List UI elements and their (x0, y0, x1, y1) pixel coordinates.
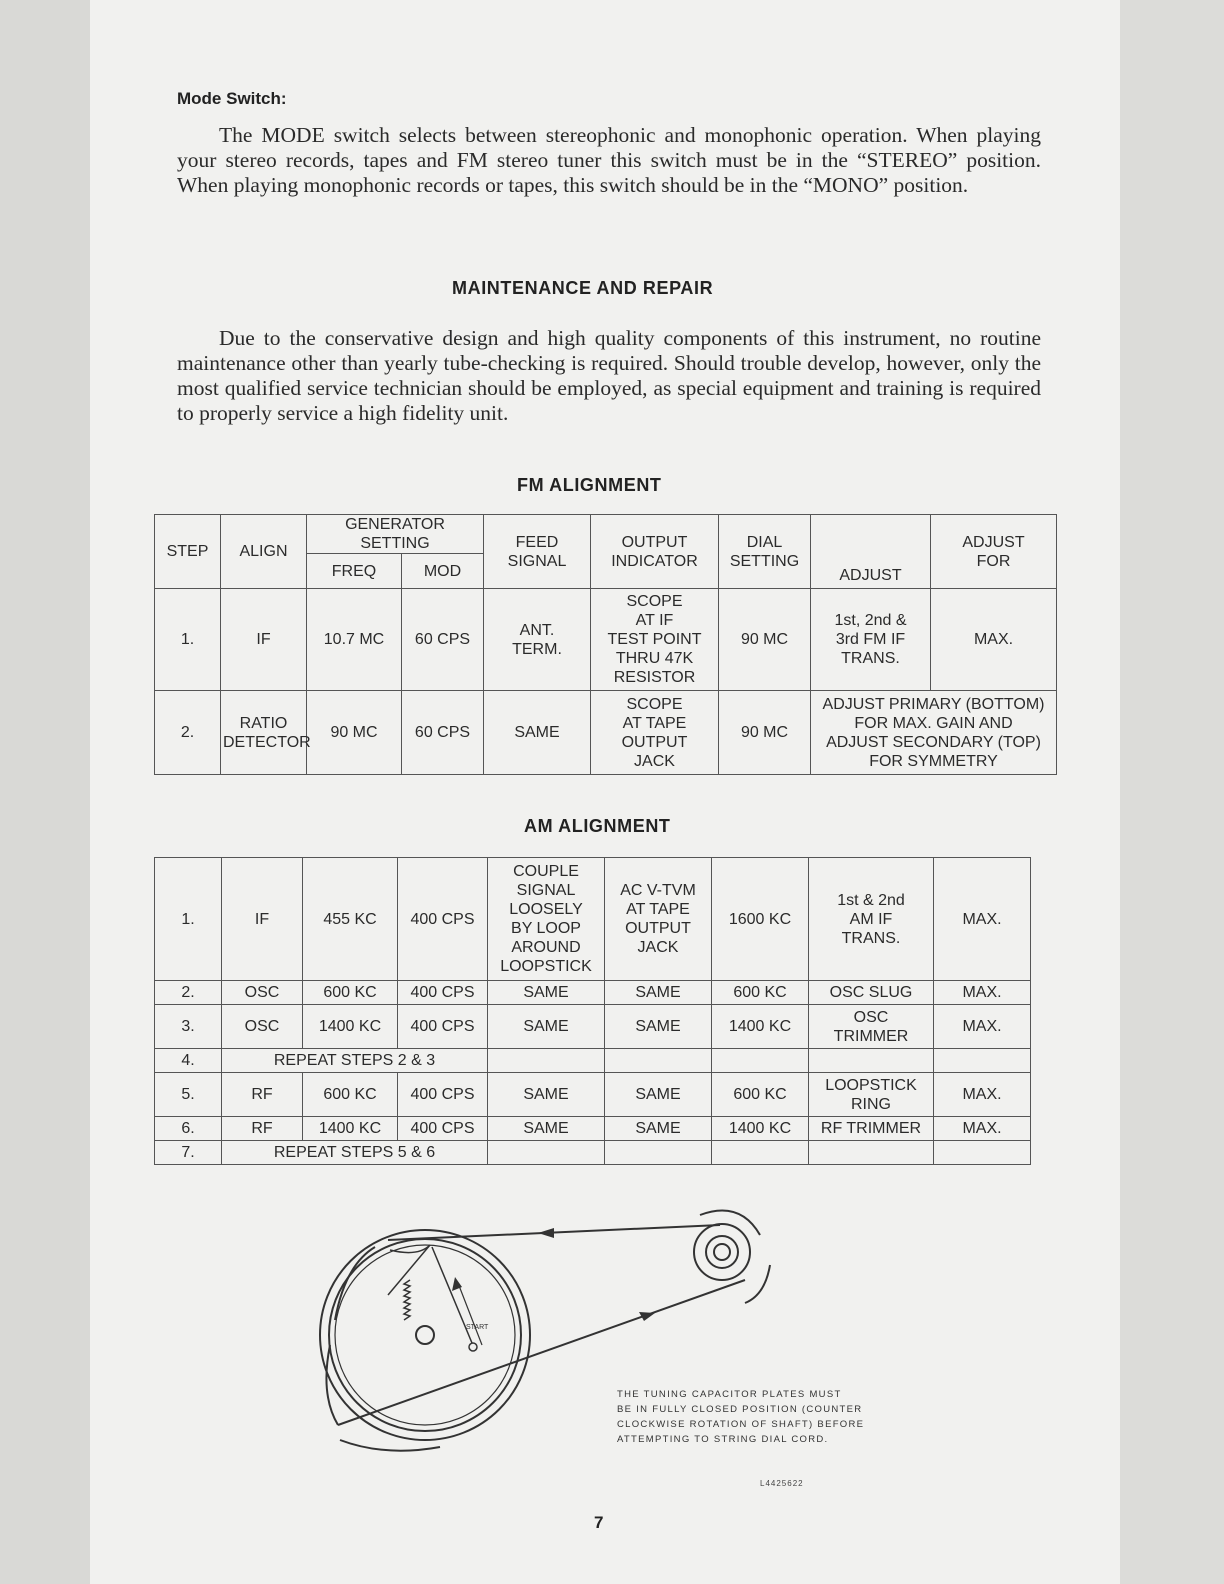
am-cell-freq: 600 KC (303, 981, 398, 1005)
fm-cell-output: SCOPE AT IF TEST POINT THRU 47K RESISTOR (591, 589, 719, 691)
fm-cell-adjust-for: MAX. (931, 589, 1057, 691)
tension-spring (404, 1280, 410, 1320)
am-cell-adjust-for: MAX. (934, 1117, 1031, 1141)
am-alignment-title: AM ALIGNMENT (524, 816, 671, 836)
fm-header-align: ALIGN (221, 515, 307, 589)
start-arrow (458, 1283, 482, 1345)
drawing-code: L4425622 (760, 1479, 804, 1488)
am-cell-adjust: RF TRIMMER (809, 1117, 934, 1141)
page-number: 7 (594, 1513, 604, 1532)
am-cell-repeat: REPEAT STEPS 5 & 6 (222, 1141, 488, 1165)
table-row (155, 691, 1057, 775)
am-cell-step: 7. (155, 1141, 222, 1165)
am-alignment-table (154, 857, 1031, 1165)
am-cell-mod: 400 CPS (398, 981, 488, 1005)
fm-header-adjust: ADJUST (811, 515, 931, 589)
fm-cell-dial: 90 MC (719, 691, 811, 775)
mode-switch-paragraph: The MODE switch selects between stereophonic and monophonic operation. When playing your stereo records, tapes and FM stereo tuner this switch must be in the “STEREO” position. When playing monophonic records or tapes, this switch should be in the “MONO” position. (177, 123, 1041, 197)
table-row (155, 1073, 1031, 1117)
am-cell-align: RF (222, 1073, 303, 1117)
fm-alignment-title: FM ALIGNMENT (517, 475, 662, 495)
am-cell-dial: 1400 KC (712, 1005, 809, 1049)
fm-cell-step: 2. (155, 691, 221, 775)
table-row (155, 858, 1031, 981)
fm-header-mod: MOD (402, 554, 484, 589)
start-label: START (466, 1324, 489, 1331)
am-cell-mod: 400 CPS (398, 1005, 488, 1049)
fm-cell-feed: ANT. TERM. (484, 589, 591, 691)
am-cell-mod: 400 CPS (398, 858, 488, 981)
am-cell-freq: 455 KC (303, 858, 398, 981)
am-cell-dial: 600 KC (712, 1073, 809, 1117)
am-cell-adjust: 1st & 2nd AM IF TRANS. (809, 858, 934, 981)
am-cell-output: SAME (605, 1005, 712, 1049)
table-row (155, 1049, 1031, 1073)
table-row (155, 1141, 1031, 1165)
am-cell-dial: 1400 KC (712, 1117, 809, 1141)
fm-header-dial-setting: DIAL SETTING (719, 515, 811, 589)
am-cell-step: 5. (155, 1073, 222, 1117)
drum-hub (416, 1326, 434, 1344)
am-cell-freq: 1400 KC (303, 1005, 398, 1049)
pulley-rotation-arrow-2 (745, 1265, 770, 1303)
am-cell-step: 3. (155, 1005, 222, 1049)
tuning-drum-inner (335, 1245, 515, 1425)
am-cell-feed: SAME (488, 1117, 605, 1141)
cord-direction-arrow-top (538, 1228, 554, 1238)
am-cell-step: 1. (155, 858, 222, 981)
am-cell-align: RF (222, 1117, 303, 1141)
am-cell-align: OSC (222, 1005, 303, 1049)
fm-cell-mod: 60 CPS (402, 691, 484, 775)
fm-cell-adjust: 1st, 2nd & 3rd FM IF TRANS. (811, 589, 931, 691)
am-cell-adjust: LOOPSTICK RING (809, 1073, 934, 1117)
fm-cell-mod: 60 CPS (402, 589, 484, 691)
shaft-pulley-outer (694, 1224, 750, 1280)
am-cell-feed: SAME (488, 981, 605, 1005)
am-cell-output: AC V-TVM AT TAPE OUTPUT JACK (605, 858, 712, 981)
drum-rotation-arrow-bottom (340, 1440, 440, 1451)
fm-header-generator-setting: GENERATOR SETTING (307, 515, 484, 554)
am-cell-output: SAME (605, 981, 712, 1005)
fm-cell-dial: 90 MC (719, 589, 811, 691)
page-right-shadow (1118, 0, 1224, 1584)
fm-cell-freq: 90 MC (307, 691, 402, 775)
tuning-drum-ring (329, 1239, 521, 1431)
am-cell-freq: 600 KC (303, 1073, 398, 1117)
am-cell-dial: 1600 KC (712, 858, 809, 981)
fm-cell-align: IF (221, 589, 307, 691)
shaft-pulley-inner (714, 1244, 730, 1260)
fm-header-freq: FREQ (307, 554, 402, 589)
cord-anchor (469, 1343, 477, 1351)
fm-header-feed-signal: FEED SIGNAL (484, 515, 591, 589)
am-cell-freq: 1400 KC (303, 1117, 398, 1141)
am-cell-adjust-for: MAX. (934, 981, 1031, 1005)
am-cell-align: IF (222, 858, 303, 981)
am-cell-dial: 600 KC (712, 981, 809, 1005)
maintenance-paragraph: Due to the conservative design and high quality components of this instrument, no routine maintenance other than yearly tube-checking is required. Should trouble develop, however, only the most qualified service technician should be employed, as special equipment and training is required to properly service a high fidelity unit. (177, 326, 1041, 425)
am-cell-adjust: OSC TRIMMER (809, 1005, 934, 1049)
fm-cell-output: SCOPE AT TAPE OUTPUT JACK (591, 691, 719, 775)
am-cell-align: OSC (222, 981, 303, 1005)
maintenance-heading: MAINTENANCE AND REPAIR (452, 278, 714, 298)
fm-header-output-indicator: OUTPUT INDICATOR (591, 515, 719, 589)
fm-cell-step: 1. (155, 589, 221, 691)
fm-header-adjust-for: ADJUST FOR (931, 515, 1057, 589)
am-cell-adjust-for: MAX. (934, 858, 1031, 981)
am-cell-step: 2. (155, 981, 222, 1005)
am-cell-adjust: OSC SLUG (809, 981, 934, 1005)
mode-switch-heading: Mode Switch: (177, 89, 287, 108)
fm-cell-freq: 10.7 MC (307, 589, 402, 691)
am-cell-adjust-for: MAX. (934, 1005, 1031, 1049)
shaft-pulley-mid (706, 1236, 738, 1268)
am-cell-feed: SAME (488, 1073, 605, 1117)
tuning-drum-outer (320, 1230, 530, 1440)
diagram-caption: THE TUNING CAPACITOR PLATES MUST BE IN FULLY CLOSED POSITION (COUNTER CLOCKWISE ROTATION OF SHAFT) BEFORE ATTEMPTING TO STRING DIAL CORD. (617, 1389, 865, 1445)
fm-cell-adjust-combined: ADJUST PRIMARY (BOTTOM) FOR MAX. GAIN AND ADJUST SECONDARY (TOP) FOR SYMMETRY (811, 691, 1057, 775)
am-cell-repeat: REPEAT STEPS 2 & 3 (222, 1049, 488, 1073)
table-row (155, 1005, 1031, 1049)
am-cell-step: 4. (155, 1049, 222, 1073)
table-row (155, 1117, 1031, 1141)
am-cell-feed: COUPLE SIGNAL LOOSELY BY LOOP AROUND LOOPSTICK (488, 858, 605, 981)
fm-cell-align: RATIO DETECTOR (221, 691, 307, 775)
page-left-shadow (0, 0, 92, 1584)
am-cell-step: 6. (155, 1117, 222, 1141)
pulley-rotation-arrow (700, 1211, 760, 1236)
fm-header-step: STEP (155, 515, 221, 589)
am-cell-mod: 400 CPS (398, 1117, 488, 1141)
fm-alignment-table (154, 514, 1057, 775)
fm-cell-feed: SAME (484, 691, 591, 775)
am-cell-mod: 400 CPS (398, 1073, 488, 1117)
table-row (155, 981, 1031, 1005)
am-cell-output: SAME (605, 1073, 712, 1117)
am-cell-feed: SAME (488, 1005, 605, 1049)
table-row (155, 589, 1057, 691)
am-cell-adjust-for: MAX. (934, 1073, 1031, 1117)
am-cell-output: SAME (605, 1117, 712, 1141)
